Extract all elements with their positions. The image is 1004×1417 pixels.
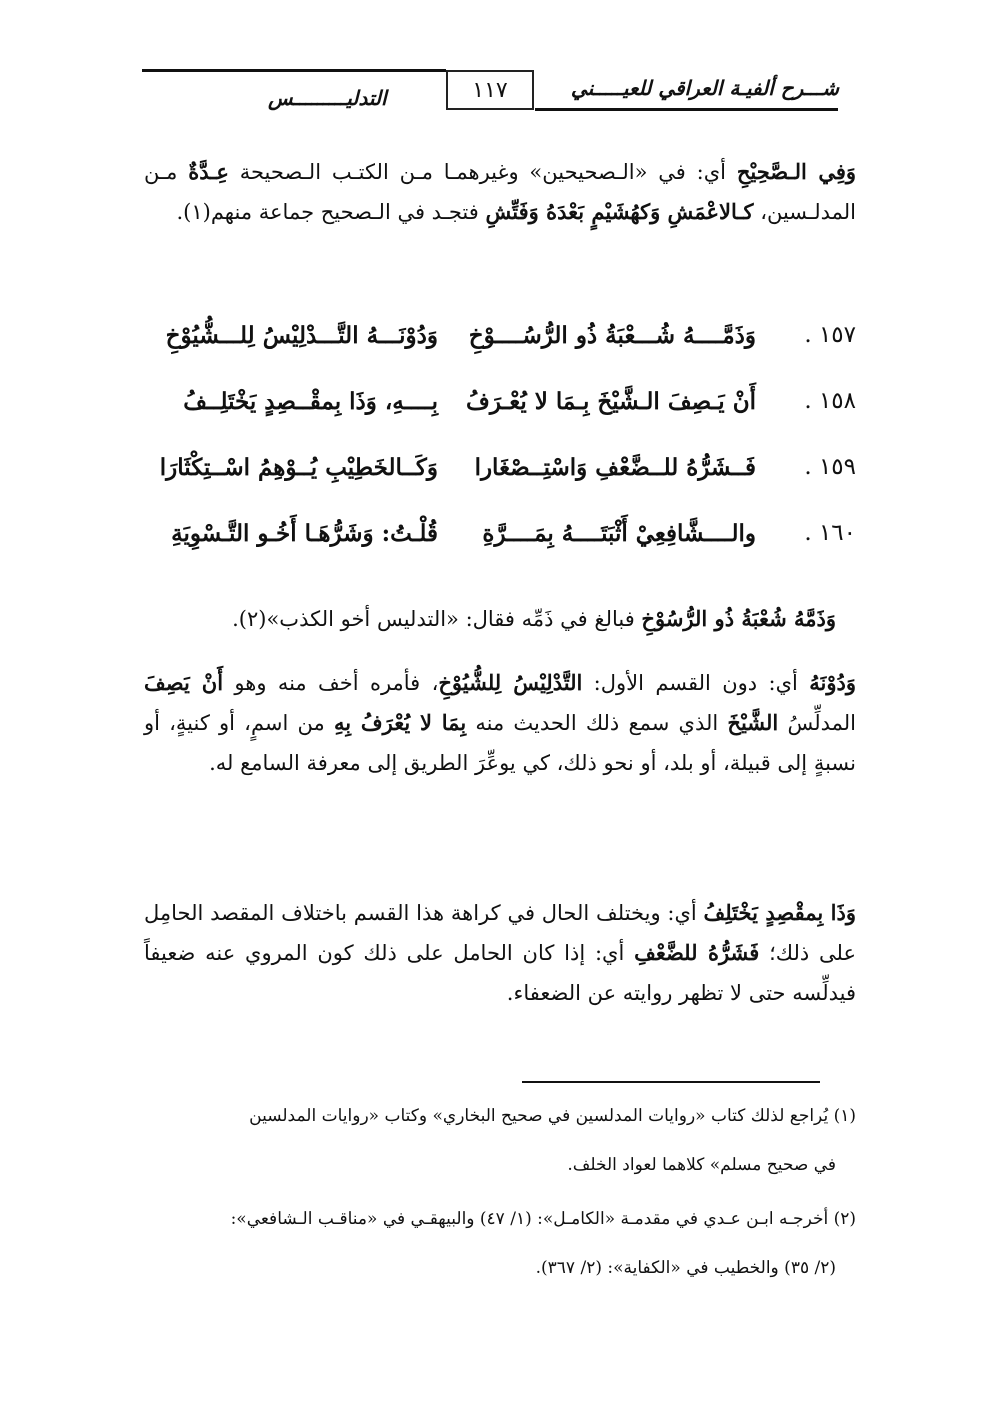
commentary-text: أي: دون القسم الأول:	[582, 671, 810, 695]
matn-quote: وَفِي الـصَّحِيْحِ	[736, 159, 857, 184]
matn-quote: الشَّيْخَ	[727, 710, 779, 735]
matn-quote: وَذَا بِمقْصِدٍ يَخْتَلِفُ	[703, 900, 856, 925]
intro-paragraph	[144, 152, 856, 232]
footnote-1: (١) يُراجع لذلك كتاب «روايات المدلسين في صحيح البخاري» وكتاب «روايات المدلسين	[249, 1106, 856, 1126]
page-number: ١١٧	[472, 78, 508, 103]
footnote-separator	[522, 1081, 820, 1083]
matn-quote: كـالاعْمَشِ وَكهُشَيْمٍ بَعْدَهُ وَفَتِّشِ	[485, 199, 754, 224]
commentary-text: المدلِّسُ	[778, 711, 857, 735]
commentary-text: الذي سمع ذلك الحديث منه	[466, 711, 728, 735]
commentary-text: فتجـد في الـصحيح جماعة منهم(١).	[176, 200, 486, 224]
footnote-2-continuation: (٢/ ٣٥) والخطيب في «الكفاية»: (٢/ ٣٦٧).	[535, 1258, 836, 1278]
paragraph-3	[144, 663, 856, 783]
commentary-text: أي: في «الـصحيحين» وغيرهمـا مـن الكتـب الـصحيحة	[228, 160, 737, 184]
commentary-text: أي: ويختلف الحال في كراهة هذا القسم باختلاف المقصد الحامِل على ذلك؛	[144, 901, 856, 965]
verse-hemistich-first: والــــشَّافِعِيْ أَثْبَتَــــهُ بِمَــــرَّةِ	[482, 520, 756, 547]
verse-number: ١٥٧ .	[804, 322, 856, 348]
verse-157	[138, 322, 856, 366]
verse-hemistich-first: وَذَمَّــــهُ شُـــعْبَةُ ذُو الرُّسُــــوْخِ	[468, 322, 756, 349]
verse-158	[138, 388, 856, 432]
matn-quote: وَذَمَّهُ شُعْبَةُ ذُو الرُّسُوْخِ	[641, 606, 836, 631]
commentary-text: ، فأمره أخف منه وهو	[223, 671, 439, 695]
verse-hemistich-first: أَنْ يَـصِفَ الـشَّيْخَ بِـمَا لا يُعْـرَفُ	[466, 388, 756, 415]
matn-quote: عِـدَّةٌ	[188, 159, 229, 184]
verse-number: ١٥٨ .	[804, 388, 856, 414]
commentary-text: من اسمٍ، أو كنيةٍ، أو نسبةٍ إلى قبيلة، أو بلد، أو نحو ذلك، كي يوعِّرَ الطريق إلى معرفة السامع له.	[144, 711, 856, 775]
matn-quote: وَدُوْنَهُ	[809, 670, 856, 695]
footnote-1-continuation: في صحيح مسلم» كلاهما لعواد الخلف.	[567, 1155, 836, 1175]
commentary-text: مـن المدلـسين،	[144, 160, 856, 224]
paragraph-4	[144, 893, 856, 1013]
header-rule-left	[142, 69, 446, 72]
header-book-title: شـــرح ألفيـة العراقي للعيـــــني	[570, 76, 839, 100]
commentary-text: فبالغ في ذَمِّه فقال: «التدليس أخو الكذب»(٢).	[232, 607, 642, 631]
verse-hemistich-second: قُلْـتُ: وَشَرُّهَـا أَخُـو التَّـسْوِيَةِ	[171, 520, 438, 547]
page-number-box	[446, 70, 534, 110]
commentary-text: أي: إذا كان الحامل على ذلك كون المروي عنه ضعيفاً فيدلِّسه حتى لا تظهر روايته عن الضعفاء.	[144, 941, 856, 1005]
verse-hemistich-second: وَدُوْنَـــهُ التَّـــدْلِيْسُ لِلـــشُّيُوْخِ	[165, 322, 438, 349]
matn-quote: التَّدْلِيْسُ لِلشُّيُوْخِ	[438, 670, 583, 695]
verse-159	[138, 454, 856, 498]
verse-number: ١٦٠ .	[804, 520, 856, 546]
verse-hemistich-first: فَــشَرُّهُ للــضَّعْفِ وَاسْتِــصْغَارا	[474, 454, 756, 481]
verse-hemistich-second: وَكَــالخَطِيْبِ يُــوْهِمُ اسْــتِكْثَارَا	[159, 454, 438, 481]
matn-quote: بِمَا لا يُعْرَفُ بِهِ	[333, 710, 467, 735]
matn-quote: فَشَرُّهُ للضَّعْفِ	[634, 940, 760, 965]
header-chapter-title: التدليـــــــــس	[268, 86, 387, 110]
verse-160	[138, 520, 856, 564]
header-rule-right	[535, 108, 838, 111]
verse-number: ١٥٩ .	[804, 454, 856, 480]
footnote-2: (٢) أخرجـه ابـن عـدي في مقدمـة «الكامـل»: (١/ ٤٧) والبيهقـي في «مناقـب الـشافعي»:	[230, 1209, 856, 1229]
matn-quote: أَنْ يَصِفَ	[144, 670, 224, 695]
paragraph-2	[144, 599, 836, 639]
verse-hemistich-second: بِــــهِ، وَذَا بِمقْــصِدٍ يَخْتَلِــفُ	[183, 388, 438, 415]
